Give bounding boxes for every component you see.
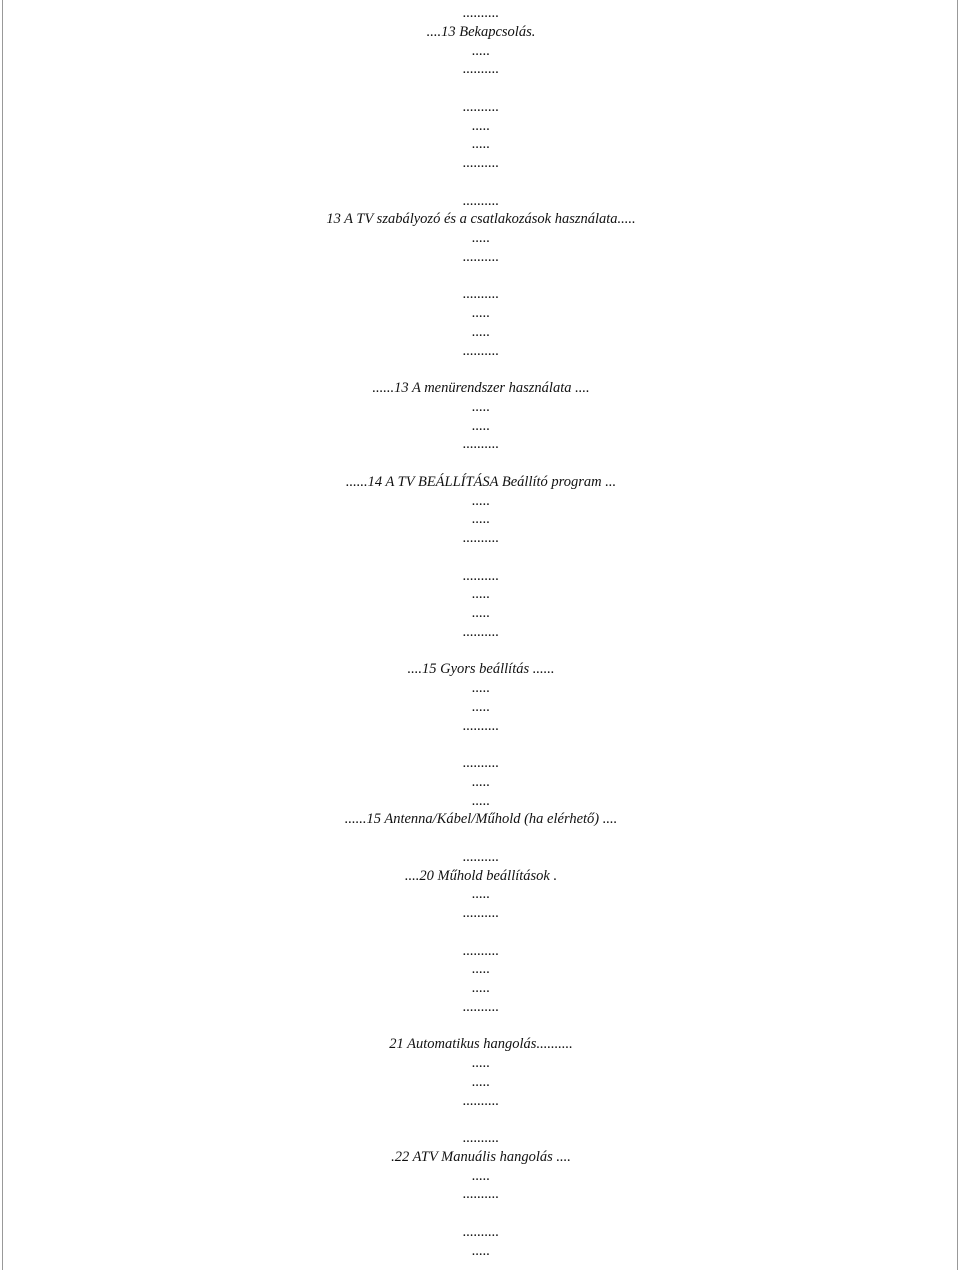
- toc-leader-dots: ..........: [462, 717, 500, 734]
- toc-leader-dots: .....: [471, 1167, 491, 1184]
- toc-leader-dots: .....: [471, 417, 491, 434]
- toc-leader-dots: .....: [471, 117, 491, 134]
- toc-leader-dots: ..........: [462, 61, 500, 78]
- toc-leader-dots: .....: [471, 586, 491, 603]
- toc-leader-dots: .....: [471, 792, 491, 809]
- toc-leader-dots: .....: [471, 323, 491, 340]
- table-of-contents: [3, 4, 959, 1260]
- toc-leader-dots: .....: [471, 1073, 491, 1090]
- toc-leader-dots: ..........: [462, 942, 500, 959]
- toc-leader-dots: .....: [471, 1242, 491, 1259]
- toc-leader-dots: .....: [471, 305, 491, 321]
- toc-entry: 21 Automatikus hangolás..........: [389, 1036, 573, 1053]
- toc-blank-line: [3, 360, 959, 379]
- toc-leader-dots: ..........: [462, 342, 500, 359]
- toc-entry: .22 ATV Manuális hangolás ....: [391, 1148, 571, 1165]
- toc-leader-dots: ..........: [462, 286, 500, 303]
- toc-blank-line: [3, 1110, 959, 1129]
- toc-blank-line: [3, 267, 959, 286]
- toc-entry: ....15 Gyors beállítás ......: [407, 661, 555, 678]
- toc-blank-line: [3, 923, 959, 942]
- toc-leader-dots: .....: [471, 698, 491, 715]
- toc-leader-dots: .....: [471, 886, 491, 903]
- toc-blank-line: [3, 642, 959, 661]
- toc-leader-dots: .....: [471, 398, 491, 415]
- toc-leader-dots: ..........: [462, 248, 500, 265]
- toc-leader-dots: ..........: [462, 530, 500, 546]
- toc-leader-dots: ..........: [462, 848, 500, 865]
- toc-blank-line: [3, 454, 959, 473]
- toc-entry: ....20 Műhold beállítások .: [404, 867, 558, 884]
- toc-leader-dots: ..........: [462, 1130, 500, 1146]
- toc-leader-dots: .....: [471, 136, 491, 153]
- toc-leader-dots: ..........: [462, 623, 500, 640]
- toc-blank-line: [3, 548, 959, 567]
- toc-leader-dots: ..........: [462, 905, 500, 921]
- toc-leader-dots: .....: [471, 1055, 491, 1071]
- toc-leader-dots: ..........: [462, 998, 500, 1015]
- toc-leader-dots: ..........: [462, 1186, 500, 1203]
- toc-leader-dots: .....: [471, 230, 491, 246]
- toc-blank-line: [3, 79, 959, 98]
- toc-blank-line: [3, 829, 959, 848]
- toc-leader-dots: .....: [471, 605, 491, 621]
- toc-entry: ....13 Bekapcsolás.: [426, 23, 536, 40]
- toc-leader-dots: .....: [471, 773, 491, 790]
- toc-leader-dots: .....: [471, 961, 491, 978]
- toc-entry: ......14 A TV BEÁLLÍTÁSA Beállító program ...: [345, 473, 617, 490]
- toc-blank-line: [3, 1204, 959, 1223]
- toc-leader-dots: ..........: [462, 155, 500, 171]
- toc-leader-dots: .....: [471, 680, 491, 696]
- toc-entry: ......13 A menürendszer használata ....: [372, 380, 590, 396]
- toc-leader-dots: ..........: [462, 98, 500, 115]
- toc-blank-line: [3, 173, 959, 192]
- toc-leader-dots: ..........: [462, 1223, 500, 1240]
- toc-leader-dots: ..........: [462, 192, 500, 209]
- toc-leader-dots: ..........: [462, 5, 500, 21]
- toc-blank-line: [3, 735, 959, 754]
- toc-leader-dots: ..........: [462, 755, 500, 771]
- toc-leader-dots: ..........: [462, 1092, 500, 1109]
- toc-leader-dots: .....: [471, 492, 491, 509]
- document-page: [2, 0, 958, 1270]
- toc-leader-dots: .....: [471, 42, 491, 59]
- toc-entry: ......15 Antenna/Kábel/Műhold (ha elérhető) ....: [344, 811, 618, 828]
- toc-leader-dots: .....: [471, 511, 491, 528]
- toc-blank-line: [3, 1017, 959, 1036]
- toc-leader-dots: .....: [471, 980, 491, 996]
- toc-entry: 13 A TV szabályozó és a csatlakozások használata.....: [326, 211, 636, 228]
- toc-leader-dots: ..........: [462, 567, 500, 584]
- toc-leader-dots: ..........: [462, 436, 500, 453]
